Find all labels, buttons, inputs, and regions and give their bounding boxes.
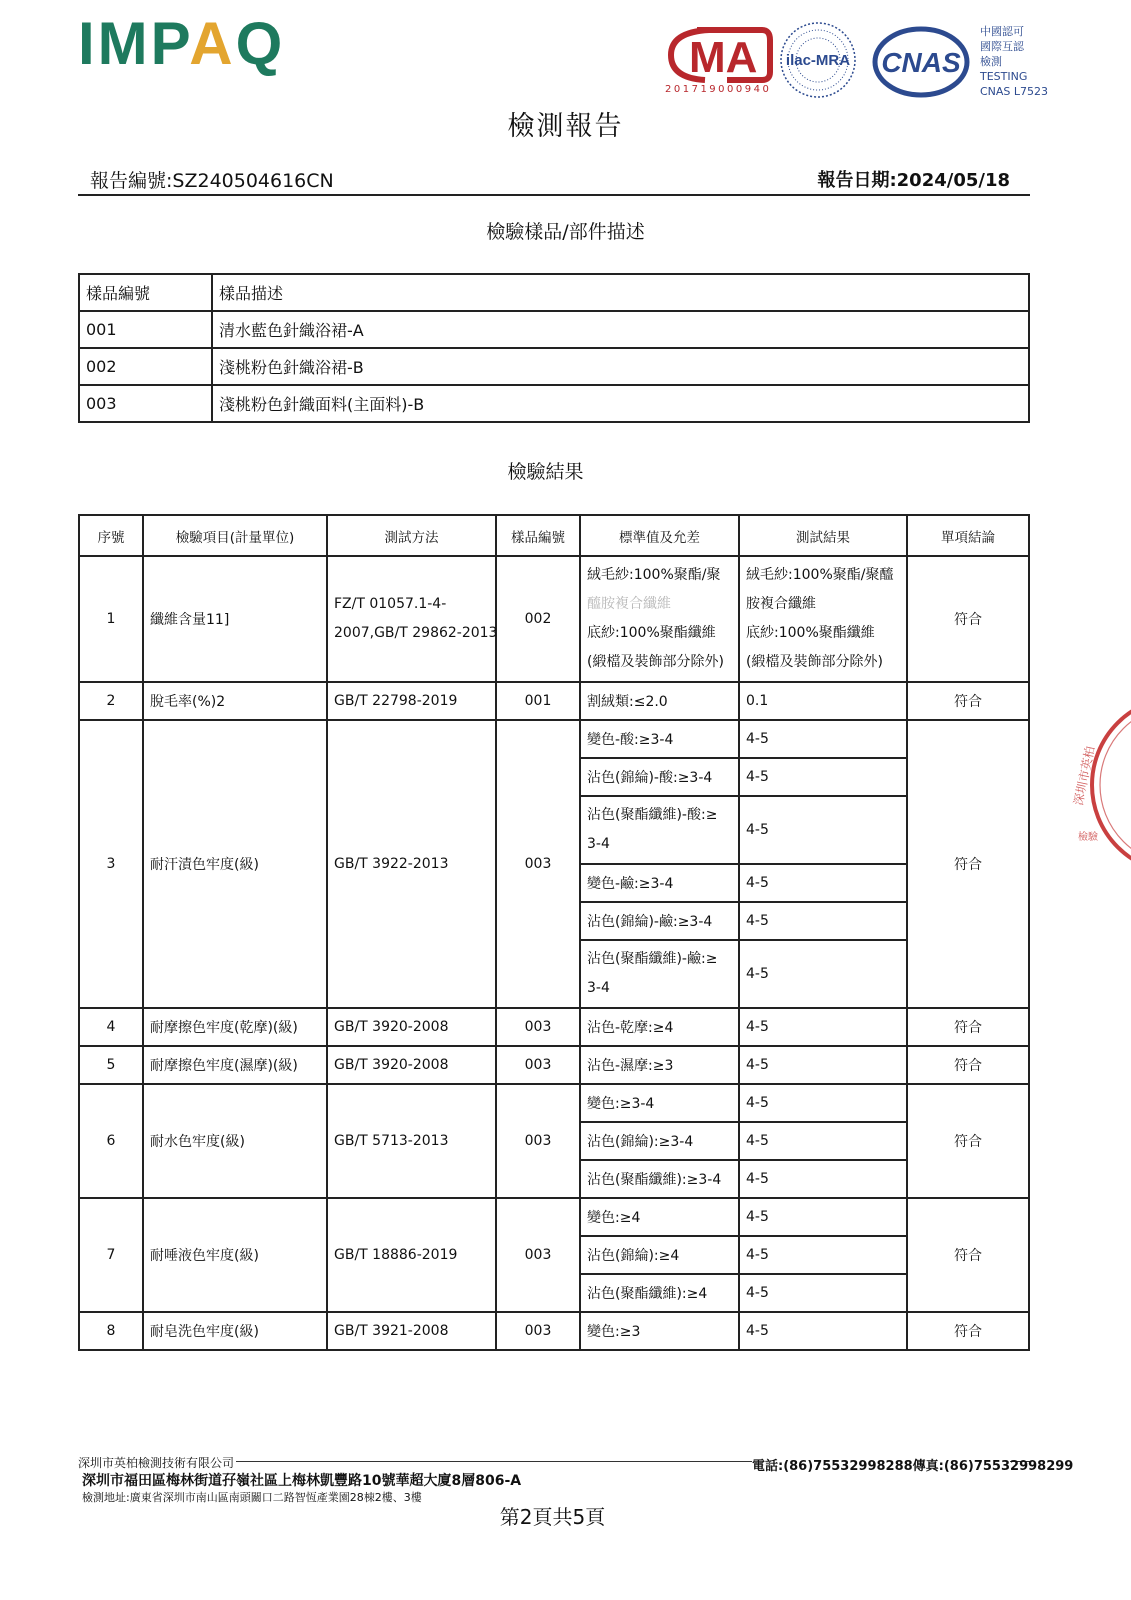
sample-id: 003 bbox=[496, 720, 580, 1008]
cnas-logo bbox=[872, 26, 970, 98]
table-row bbox=[79, 311, 1029, 348]
standard-value: 沾色(錦綸):≥4 bbox=[580, 1236, 739, 1274]
test-method: GB/T 3922-2013 bbox=[327, 720, 496, 1008]
svg-text:ilac-MRA: ilac-MRA bbox=[785, 52, 851, 69]
test-result: 4-5 bbox=[739, 758, 907, 796]
test-result: 4-5 bbox=[739, 1160, 907, 1198]
table-row bbox=[79, 1198, 1029, 1236]
header-cell: 測試方法 bbox=[327, 515, 496, 556]
page-number: 第2頁共5頁 bbox=[499, 1505, 606, 1529]
conclusion: 符合 bbox=[907, 1312, 1029, 1350]
standard-value: 變色:≥4 bbox=[580, 1198, 739, 1236]
test-method: FZ/T 01057.1-4- 2007,GB/T 29862-2013 bbox=[327, 556, 496, 682]
row-number: 1 bbox=[79, 556, 143, 682]
footer-lab-address: 檢測地址:廣東省深圳市南山區南頭關口二路智恆產業園28棟2樓、3樓 bbox=[82, 1491, 422, 1504]
header-cell: 序號 bbox=[79, 515, 143, 556]
result-table bbox=[78, 514, 1030, 1351]
row-number: 3 bbox=[79, 720, 143, 1008]
sample-id: 002 bbox=[79, 348, 212, 385]
standard-value: 沾色(聚酯纖維):≥4 bbox=[580, 1274, 739, 1312]
row-number: 6 bbox=[79, 1084, 143, 1198]
report-number: 報告編號:SZ240504616CN bbox=[90, 170, 334, 192]
test-result: 4-5 bbox=[739, 1008, 907, 1046]
svg-text:檢驗: 檢驗 bbox=[1078, 832, 1098, 843]
footer-address: 深圳市福田區梅林街道孖嶺社區上梅林凱豐路10號華超大廈8層806-A bbox=[82, 1473, 522, 1489]
conclusion: 符合 bbox=[907, 1198, 1029, 1312]
sample-id: 003 bbox=[496, 1312, 580, 1350]
sample-id: 001 bbox=[79, 311, 212, 348]
svg-text:CNAS: CNAS bbox=[881, 47, 961, 78]
test-result: 4-5 bbox=[739, 1312, 907, 1350]
table-header-row bbox=[79, 515, 1029, 556]
svg-text:MA: MA bbox=[689, 33, 758, 82]
report-date: 報告日期:2024/05/18 bbox=[817, 170, 1010, 191]
test-result: 4-5 bbox=[739, 1122, 907, 1160]
test-item: 纖維含量11] bbox=[143, 556, 327, 682]
conclusion: 符合 bbox=[907, 556, 1029, 682]
standard-value: 沾色(聚酯纖維)-酸:≥ 3-4 bbox=[580, 796, 739, 864]
table-row bbox=[79, 1046, 1029, 1084]
test-method: GB/T 5713-2013 bbox=[327, 1084, 496, 1198]
footer-company: 深圳市英柏檢測技術有限公司 bbox=[78, 1456, 235, 1470]
row-number: 8 bbox=[79, 1312, 143, 1350]
standard-value: 沾色(錦綸)-酸:≥3-4 bbox=[580, 758, 739, 796]
standard-value: 沾色(錦綸)-鹼:≥3-4 bbox=[580, 902, 739, 940]
standard-value: 割絨類:≤2.0 bbox=[580, 682, 739, 720]
row-number: 2 bbox=[79, 682, 143, 720]
conclusion: 符合 bbox=[907, 1084, 1029, 1198]
footer-phone-fax: 電話:(86)75532998288傳真:(86)75532998299 bbox=[752, 1459, 1074, 1474]
standard-value: 變色-鹼:≥3-4 bbox=[580, 864, 739, 902]
test-result: 絨毛紗:100%聚酯/聚醯 胺複合纖維 底紗:100%聚酯纖維 (緞檔及裝飾部分除外) bbox=[739, 556, 907, 682]
footer-divider bbox=[236, 1461, 752, 1462]
test-item: 耐水色牢度(級) bbox=[143, 1084, 327, 1198]
header-cell: 樣品描述 bbox=[212, 274, 1029, 311]
sample-desc: 淺桃粉色針織浴裙-B bbox=[212, 348, 1029, 385]
table-row bbox=[79, 1312, 1029, 1350]
cma-number: 201719000940 bbox=[665, 84, 772, 95]
table-row bbox=[79, 1008, 1029, 1046]
table-header-row bbox=[79, 274, 1029, 311]
sample-id: 001 bbox=[496, 682, 580, 720]
sample-id: 003 bbox=[496, 1046, 580, 1084]
table-row bbox=[79, 556, 1029, 682]
test-item: 耐皂洗色牢度(級) bbox=[143, 1312, 327, 1350]
test-item: 耐唾液色牢度(級) bbox=[143, 1198, 327, 1312]
header-cell: 單項結論 bbox=[907, 515, 1029, 556]
sample-id: 002 bbox=[496, 556, 580, 682]
header-divider bbox=[78, 194, 1030, 196]
test-method: GB/T 3920-2008 bbox=[327, 1008, 496, 1046]
conclusion: 符合 bbox=[907, 1008, 1029, 1046]
test-result: 4-5 bbox=[739, 864, 907, 902]
sample-desc: 淺桃粉色針織面料(主面料)-B bbox=[212, 385, 1029, 422]
standard-value: 沾色-乾摩:≥4 bbox=[580, 1008, 739, 1046]
test-result: 0.1 bbox=[739, 682, 907, 720]
test-result: 4-5 bbox=[739, 796, 907, 864]
sample-section-title: 檢驗樣品/部件描述 bbox=[486, 221, 645, 243]
conclusion: 符合 bbox=[907, 682, 1029, 720]
conclusion: 符合 bbox=[907, 720, 1029, 1008]
svg-text:深圳市英柏: 深圳市英柏 bbox=[1071, 745, 1098, 807]
test-result: 4-5 bbox=[739, 902, 907, 940]
sample-id: 003 bbox=[496, 1198, 580, 1312]
test-method: GB/T 18886-2019 bbox=[327, 1198, 496, 1312]
test-item: 耐汗漬色牢度(級) bbox=[143, 720, 327, 1008]
table-row bbox=[79, 385, 1029, 422]
company-seal-stamp bbox=[1070, 690, 1131, 880]
table-row bbox=[79, 682, 1029, 720]
conclusion: 符合 bbox=[907, 1046, 1029, 1084]
test-result: 4-5 bbox=[739, 1198, 907, 1236]
header-cell: 樣品編號 bbox=[79, 274, 212, 311]
standard-value: 絨毛紗:100%聚酯/聚 醯胺複合纖維 底紗:100%聚酯纖維 (緞檔及裝飾部分除外) bbox=[580, 556, 739, 682]
standard-value: 變色:≥3 bbox=[580, 1312, 739, 1350]
ilac-mra-logo bbox=[778, 20, 858, 100]
standard-value: 沾色(聚酯纖維):≥3-4 bbox=[580, 1160, 739, 1198]
test-result: 4-5 bbox=[739, 1084, 907, 1122]
test-result: 4-5 bbox=[739, 1274, 907, 1312]
test-item: 脫毛率(%)2 bbox=[143, 682, 327, 720]
table-row bbox=[79, 1084, 1029, 1122]
test-result: 4-5 bbox=[739, 940, 907, 1008]
standard-value: 沾色(錦綸):≥3-4 bbox=[580, 1122, 739, 1160]
cnas-accreditation-text: 中國認可 國際互認 檢測 TESTING CNAS L7523 bbox=[980, 25, 1049, 98]
sample-desc: 清水藍色針織浴裙-A bbox=[212, 311, 1029, 348]
standard-value: 變色-酸:≥3-4 bbox=[580, 720, 739, 758]
test-method: GB/T 22798-2019 bbox=[327, 682, 496, 720]
result-section-title: 檢驗結果 bbox=[507, 461, 584, 483]
test-result: 4-5 bbox=[739, 1046, 907, 1084]
table-row bbox=[79, 720, 1029, 758]
impaq-logo: IMPAQ bbox=[78, 10, 286, 77]
sample-id: 003 bbox=[496, 1008, 580, 1046]
table-row bbox=[79, 348, 1029, 385]
page-title: 檢測報告 bbox=[507, 111, 624, 142]
test-result: 4-5 bbox=[739, 720, 907, 758]
test-item: 耐摩擦色牢度(乾摩)(級) bbox=[143, 1008, 327, 1046]
sample-id: 003 bbox=[496, 1084, 580, 1198]
header-cell: 檢驗項目(計量單位) bbox=[143, 515, 327, 556]
standard-value: 沾色(聚酯纖維)-鹼:≥ 3-4 bbox=[580, 940, 739, 1008]
test-method: GB/T 3921-2008 bbox=[327, 1312, 496, 1350]
row-number: 5 bbox=[79, 1046, 143, 1084]
test-method: GB/T 3920-2008 bbox=[327, 1046, 496, 1084]
standard-value: 沾色-濕摩:≥3 bbox=[580, 1046, 739, 1084]
row-number: 7 bbox=[79, 1198, 143, 1312]
test-result: 4-5 bbox=[739, 1236, 907, 1274]
header-cell: 樣品編號 bbox=[496, 515, 580, 556]
row-number: 4 bbox=[79, 1008, 143, 1046]
test-item: 耐摩擦色牢度(濕摩)(級) bbox=[143, 1046, 327, 1084]
sample-table bbox=[78, 273, 1030, 423]
standard-value: 變色:≥3-4 bbox=[580, 1084, 739, 1122]
header-cell: 標準值及允差 bbox=[580, 515, 739, 556]
sample-id: 003 bbox=[79, 385, 212, 422]
header-cell: 測試結果 bbox=[739, 515, 907, 556]
